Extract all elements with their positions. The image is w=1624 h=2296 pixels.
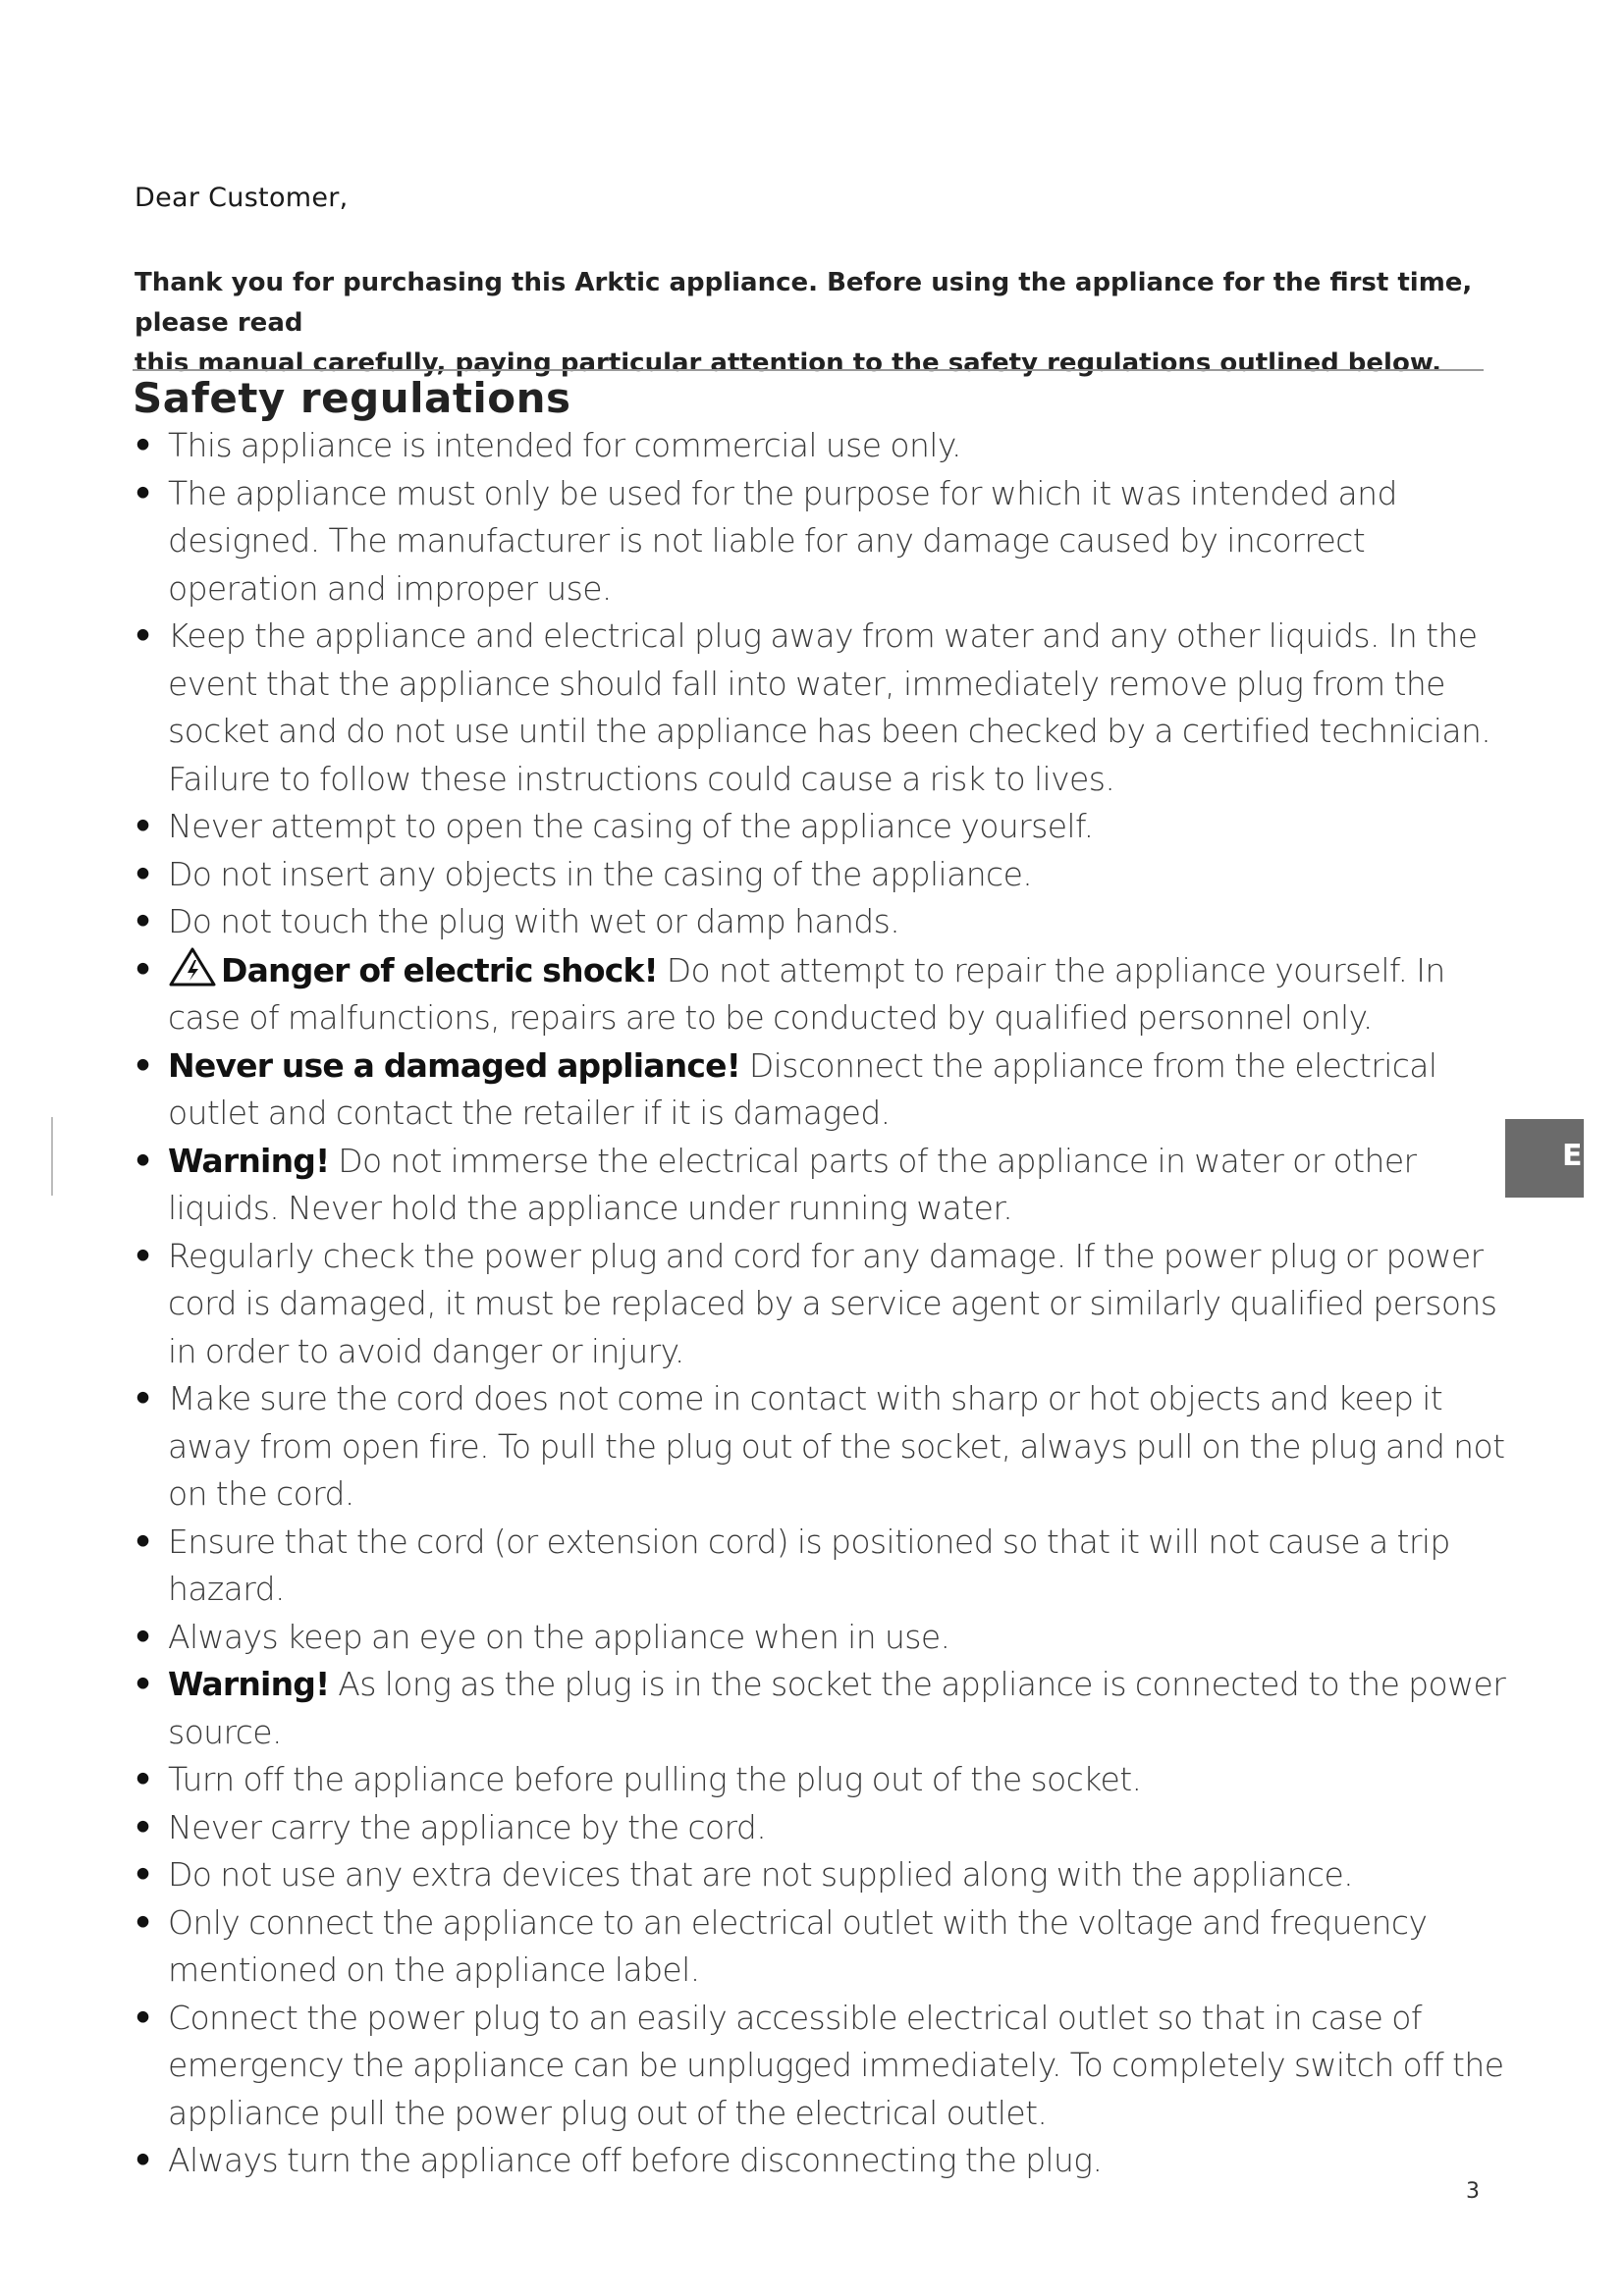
list-item-text: Keep the appliance and electrical plug away from water and any other liquids. In the event that the appliance should fall into water, immediately remove plug from the socket and do not use until the appliance has been checked by a certified technician. Failure to follow these instructions could cause a risk to lives. bbox=[168, 616, 1491, 798]
bullet-icon: • bbox=[133, 1045, 153, 1085]
bullet-icon: • bbox=[133, 426, 153, 464]
list-item-text: Always keep an eye on the appliance when in use. bbox=[168, 1617, 950, 1656]
bullet-icon: • bbox=[133, 1379, 153, 1417]
margin-mark bbox=[51, 1117, 53, 1196]
bullet-icon: • bbox=[133, 1998, 153, 2037]
list-item-text: The appliance must only be used for the purpose for which it was intended and designed. The manufacturer is not liable for any damage caused by incorrect operation and improper use. bbox=[168, 473, 1397, 608]
bullet-icon: • bbox=[133, 1807, 153, 1846]
list-item-text: Do not attempt to repair the appliance yourself. In case of malfunctions, repairs are to be conducted by qualified personnel only. bbox=[168, 950, 1445, 1037]
list-item bbox=[133, 1661, 1519, 1756]
list-item bbox=[133, 1375, 1519, 1519]
list-item-content bbox=[160, 470, 1519, 614]
bullet-icon: • bbox=[133, 473, 153, 512]
list-item-content bbox=[160, 898, 1519, 946]
list-item-text: Never attempt to open the casing of the appliance yourself. bbox=[168, 807, 1094, 845]
intro-line: this manual carefully, paying particular attention to the safety regulations outlined below. bbox=[135, 348, 1442, 378]
safety-regulations-list bbox=[133, 422, 1519, 2185]
list-item-content bbox=[160, 1995, 1519, 2138]
list-item-text: Turn off the appliance before pulling the plug out of the socket. bbox=[168, 1760, 1142, 1798]
list-item bbox=[133, 1614, 1519, 1662]
bullet-icon: • bbox=[133, 616, 153, 655]
list-item-content bbox=[160, 1233, 1519, 1376]
list-item-text: Make sure the cord does not come in contact with sharp or hot objects and keep it away from open fire. To pull the plug out of the socket, always pull on the plug and not on the cord. bbox=[168, 1379, 1505, 1513]
bullet-icon: • bbox=[133, 1902, 153, 1942]
list-item-content bbox=[160, 1804, 1519, 1852]
list-item-content bbox=[160, 1661, 1519, 1756]
language-tab bbox=[1505, 1119, 1584, 1198]
list-item bbox=[133, 1851, 1519, 1899]
bullet-icon: • bbox=[133, 902, 153, 940]
list-item bbox=[133, 1519, 1519, 1614]
list-item-text: Do not immerse the electrical parts of the appliance in water or other liquids. Never hold the appliance under running water. bbox=[168, 1141, 1417, 1227]
greeting: Dear Customer, bbox=[135, 183, 349, 213]
list-item bbox=[133, 1804, 1519, 1852]
language-tab-label: E bbox=[1562, 1139, 1583, 1173]
list-item-text: Regularly check the power plug and cord for any damage. If the power plug or power cord is damaged, it must be replaced by a service agent or similarly qualified persons in order to avoid danger or injury. bbox=[168, 1236, 1497, 1370]
list-item-content bbox=[160, 803, 1519, 851]
bullet-icon: • bbox=[133, 854, 153, 893]
list-item-content bbox=[160, 1614, 1519, 1662]
list-item-content bbox=[160, 1756, 1519, 1804]
list-item bbox=[133, 1899, 1519, 1995]
list-item-text: Do not use any extra devices that are not supplied along with the appliance. bbox=[168, 1855, 1354, 1894]
list-item-text: As long as the plug is in the socket the appliance is connected to the power source. bbox=[168, 1665, 1506, 1751]
list-item bbox=[133, 1756, 1519, 1804]
intro-paragraph bbox=[135, 263, 1509, 384]
list-item-emphasis: Warning! bbox=[168, 1665, 330, 1703]
bullet-icon: • bbox=[133, 1760, 153, 1798]
list-item bbox=[133, 1042, 1519, 1138]
list-item bbox=[133, 898, 1519, 946]
list-item-content bbox=[160, 1375, 1519, 1519]
list-item-content bbox=[160, 613, 1519, 803]
list-item-content bbox=[160, 1042, 1519, 1138]
list-item-emphasis: Warning! bbox=[168, 1141, 330, 1180]
bullet-icon: • bbox=[133, 2141, 153, 2179]
section-title: Safety regulations bbox=[133, 374, 571, 422]
bullet-icon: • bbox=[133, 1855, 153, 1894]
list-item-text: Only connect the appliance to an electrical outlet with the voltage and frequency mentioned on the appliance label. bbox=[168, 1902, 1428, 1989]
section-divider bbox=[133, 369, 1484, 371]
list-item-text: Do not insert any objects in the casing of the appliance. bbox=[168, 854, 1033, 893]
bullet-icon: • bbox=[133, 1141, 153, 1180]
list-item bbox=[133, 1233, 1519, 1376]
list-item-content bbox=[160, 1519, 1519, 1614]
list-item-text: Ensure that the cord (or extension cord) is positioned so that it will not cause a trip hazard. bbox=[168, 1522, 1450, 1608]
list-item bbox=[133, 946, 1519, 1042]
list-item bbox=[133, 1995, 1519, 2138]
list-item bbox=[133, 422, 1519, 470]
list-item bbox=[133, 2137, 1519, 2185]
list-item-emphasis: Danger of electric shock! bbox=[221, 950, 658, 989]
list-item-text: Connect the power plug to an easily accessible electrical outlet so that in case of emergency the appliance can be unplugged immediately. To completely switch off the appliance pull the power plug out of the electrical outlet. bbox=[168, 1998, 1504, 2132]
list-item bbox=[133, 1138, 1519, 1233]
list-item-content bbox=[160, 946, 1519, 1042]
list-item bbox=[133, 613, 1519, 803]
list-item-content bbox=[160, 1899, 1519, 1995]
list-item-emphasis: Never use a damaged appliance! bbox=[168, 1045, 740, 1085]
electric-hazard-icon bbox=[168, 946, 217, 988]
list-item bbox=[133, 851, 1519, 899]
list-item-content bbox=[160, 1138, 1519, 1233]
list-item-content bbox=[160, 1851, 1519, 1899]
list-item-text: This appliance is intended for commercial use only. bbox=[168, 426, 961, 464]
list-item-text: Do not touch the plug with wet or damp hands. bbox=[168, 902, 900, 940]
list-item-text: Never carry the appliance by the cord. bbox=[168, 1807, 767, 1846]
list-item-content bbox=[160, 422, 1519, 470]
bullet-icon: • bbox=[133, 949, 153, 988]
list-item-text: Always turn the appliance off before disconnecting the plug. bbox=[168, 2141, 1103, 2179]
intro-line: Thank you for purchasing this Arktic appliance. Before using the appliance for the first time, please read bbox=[135, 268, 1473, 338]
list-item bbox=[133, 803, 1519, 851]
list-item-content bbox=[160, 2137, 1519, 2185]
page-number: 3 bbox=[1466, 2179, 1480, 2204]
list-item bbox=[133, 470, 1519, 614]
bullet-icon: • bbox=[133, 1665, 153, 1703]
list-item-text: Disconnect the appliance from the electrical outlet and contact the retailer if it is damaged. bbox=[168, 1045, 1437, 1132]
bullet-icon: • bbox=[133, 1236, 153, 1275]
bullet-icon: • bbox=[133, 1617, 153, 1656]
bullet-icon: • bbox=[133, 1522, 153, 1561]
list-item-content bbox=[160, 851, 1519, 899]
bullet-icon: • bbox=[133, 807, 153, 845]
